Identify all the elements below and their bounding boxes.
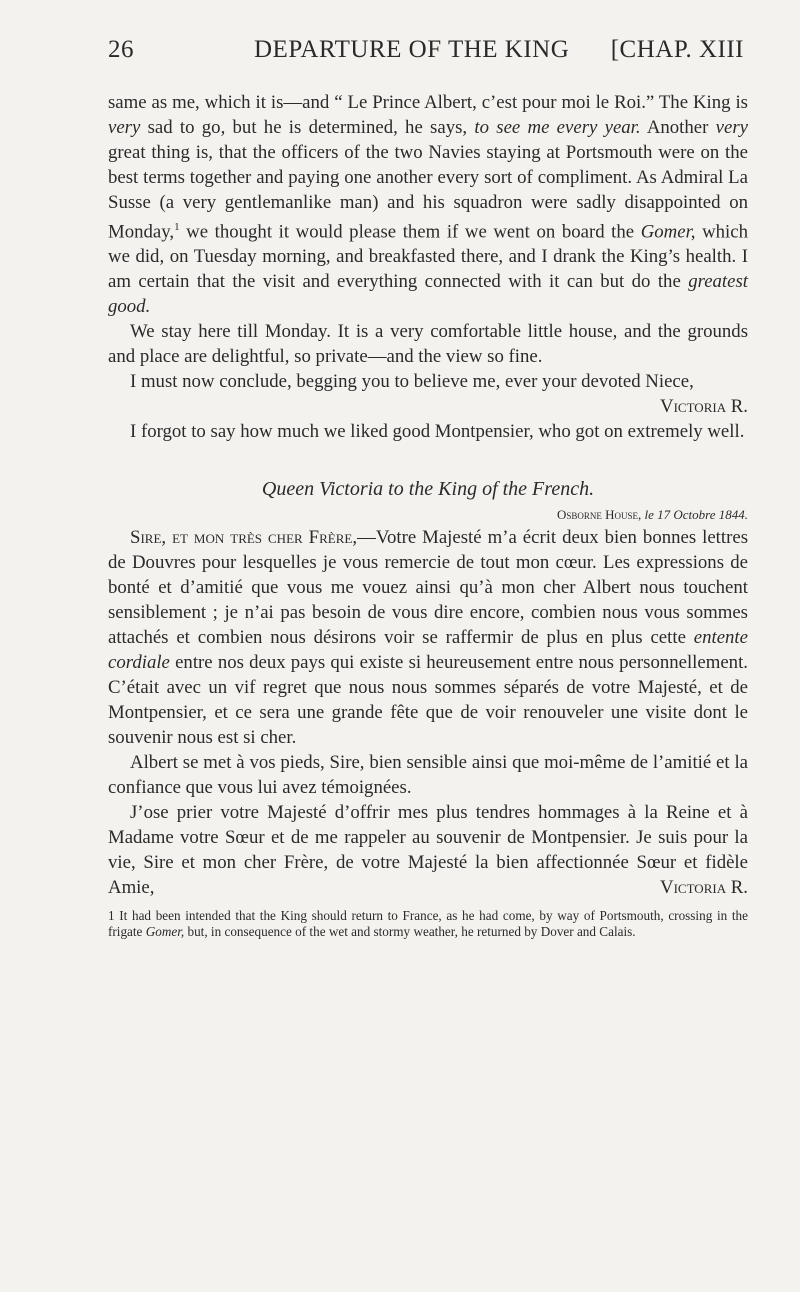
italic-run: to see me every year.: [474, 117, 641, 138]
letter-dateline: [108, 507, 748, 523]
running-title: DEPARTURE OF THE KING: [254, 36, 570, 63]
running-head: [108, 36, 744, 72]
signature: Victoria R.: [660, 877, 748, 899]
ship-name: Gomer,: [640, 221, 696, 243]
letter-paragraph-3: [108, 800, 748, 900]
text-run: I must now conclude, begging you to believe me, ever your devoted Niece,: [130, 371, 694, 393]
text-run: sad to go, but he is determined, he says,: [140, 117, 475, 138]
footnote-marker: 1: [108, 908, 115, 924]
chapter-label: [CHAP. XIII: [610, 36, 744, 63]
footnote: [108, 908, 748, 940]
dateline-date: le 17 Octobre 1844.: [644, 507, 748, 523]
main-text: [108, 90, 748, 940]
paragraph-2: We stay here till Monday. It is a very comfortable little house, and the grounds and place are delightful, so private—and the view so fine.: [108, 321, 748, 368]
letter-title: Queen Victoria to the King of the French.: [261, 478, 595, 501]
italic-run: greatest good.: [108, 271, 748, 318]
text-run: —Votre Majesté m’a écrit deux bien bonnes lettres de Douvres pour lesquelles je vous remercie de tout mon cœur. Les expressions de bonté et d’amitié que vous me vouez ainsi qu’à mon cher Albert nous touchent sensiblement ; je n’ai pas besoin de vous dire encore, combien nous vous sommes attachés et combien nous désirons voir se raffermir de plus en plus cette: [108, 527, 749, 649]
paragraph-1: [108, 90, 748, 319]
paragraph-4: I forgot to say how much we liked good Montpensier, who got on extremely well.: [130, 421, 745, 443]
letter-paragraph-1: [108, 525, 748, 750]
text-run: entre nos deux pays qui existe si heureusement entre nous personnellement. C’était avec un vif regret que nous nous sommes séparés de votre Majesté, et de Montpensier, et ce sera une grande fête que de voir renouveler une visite dont le souvenir nous est si cher.: [108, 652, 748, 749]
dateline-place: Osborne House,: [556, 507, 642, 523]
letter-paragraph-2: Albert se met à vos pieds, Sire, bien sensible ainsi que moi-même de l’amitié et la confiance que vous lui avez témoignées.: [108, 752, 748, 799]
salutation: Sire, et mon très cher Frère,: [130, 527, 358, 549]
text-run: which we did, on Tuesday morning, and breakfasted there, and I drank the King’s health. I am certain that the visit and everything connected with it can but do the: [108, 221, 748, 293]
page-number: 26: [108, 36, 134, 63]
italic-run: entente cordiale: [108, 627, 748, 674]
ship-name: Gomer,: [145, 924, 185, 940]
italic-run: very: [715, 117, 748, 138]
text-run: same as me, which it is—and “ Le Prince Albert, c’est pour moi le Roi.” The King is: [108, 92, 748, 113]
signature: Victoria R.: [660, 396, 748, 418]
footnote-marker: 1: [174, 221, 180, 233]
text-run: Another: [640, 117, 716, 138]
paragraph-3: [108, 369, 748, 418]
italic-run: very: [108, 117, 141, 138]
text-run: great thing is, that the officers of the two Navies staying at Portsmouth were on the best terms together and paying one another every sort of compliment. As Admiral La Susse (a very gentlemanlike man) and his squadron were sadly disappointed on Monday,: [108, 142, 748, 243]
text-run: J’ose prier votre Majesté d’offrir mes plus tendres hommages à la Reine et à Madame votre Sœur et de me rappeler au souvenir de Montpensier. Je suis pour la vie, Sire et mon cher Frère, de votre Majesté la bien affectionnée Sœur et fidèle Amie,: [108, 802, 748, 899]
text-run: It had been intended that the King should return to France, as he had come, by way of Portsmouth, crossing in the frigate: [108, 908, 748, 940]
text-run: we thought it would please them if we went on board the: [179, 221, 641, 243]
text-run: but, in consequence of the wet and stormy weather, he returned by Dover and Calais.: [184, 924, 636, 940]
